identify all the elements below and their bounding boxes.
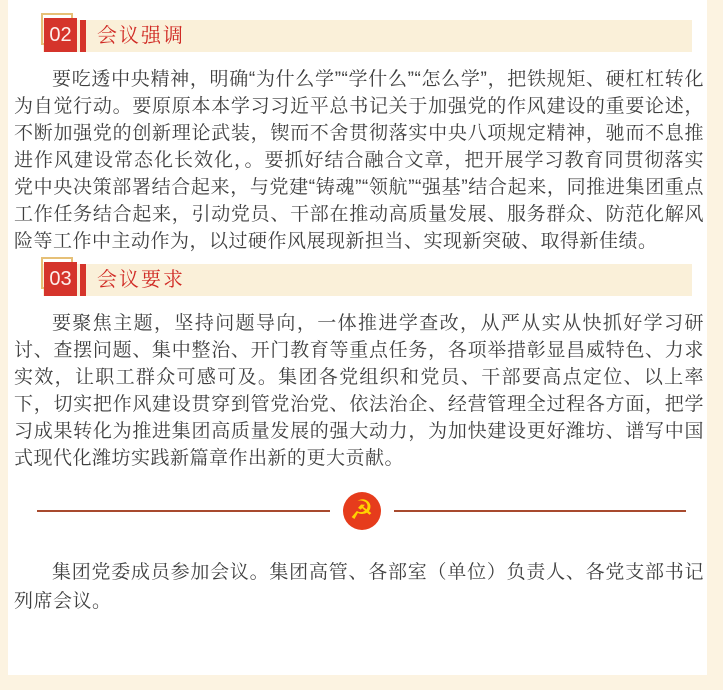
section-header-03: [8, 257, 707, 296]
section-divider: [37, 492, 686, 530]
section-number-badge: [44, 262, 77, 296]
body-paragraph: 要吃透中央精神，明确“为什么学”“学什么”“怎么学”，把铁规矩、硬杠杠转化为自觉行动。要原原本本学习习近平总书记关于加强党的作风建设的重要论述，不断加强党的创新理论武装，锲而不舍贯彻落实中央八项规定精神，驰而不息推进作风建设常态化长效化，。要抓好结合融合文章，把开展学习教育同贯彻落实党中央决策部署结合起来，与党建“铸魂”“领航”“强基”结合起来，同推进集团重点工作任务结合起来，引动党员、干部在推动高质量发展、服务群众、防范化解风险等工作中主动作为，以过硬作风展现新担当、实现新突破、取得新佳绩。: [14, 69, 704, 252]
divider-line-right: [394, 510, 687, 512]
divider-line-left: [37, 510, 330, 512]
section-title: 会议强调: [97, 25, 185, 47]
section-title: 会议要求: [97, 269, 185, 291]
body-paragraph: 要聚焦主题，坚持问题导向，一体推进学查改，从严从实从快抓好学习研讨、查摆问题、集中整治、开门教育等重点任务，各项举措彰显昌威特色、力求实效，让职工群众可感可及。集团各党组织和党员、干部要高点定位、以上率下，切实把作风建设贯穿到管党治党、依法治企、经营管理全过程各方面，把学习成果转化为推进集团高质量发展的强大动力，为加快建设更好潍坊、谱写中国式现代化潍坊实践新篇章作出新的更大贡献。: [14, 313, 704, 469]
hammer-sickle-glyph: ☭: [349, 494, 374, 525]
party-emblem-icon: [343, 492, 381, 530]
accent-bar: [80, 20, 86, 52]
section-number-badge: [44, 18, 77, 52]
section-header-02: [8, 13, 707, 52]
footer-paragraph: 集团党委成员参加会议。集团高管、各部室（单位）负责人、各党支部书记列席会议。: [14, 562, 704, 612]
section-number: 02: [49, 23, 72, 46]
accent-bar: [80, 264, 86, 296]
section-number: 03: [49, 267, 72, 290]
